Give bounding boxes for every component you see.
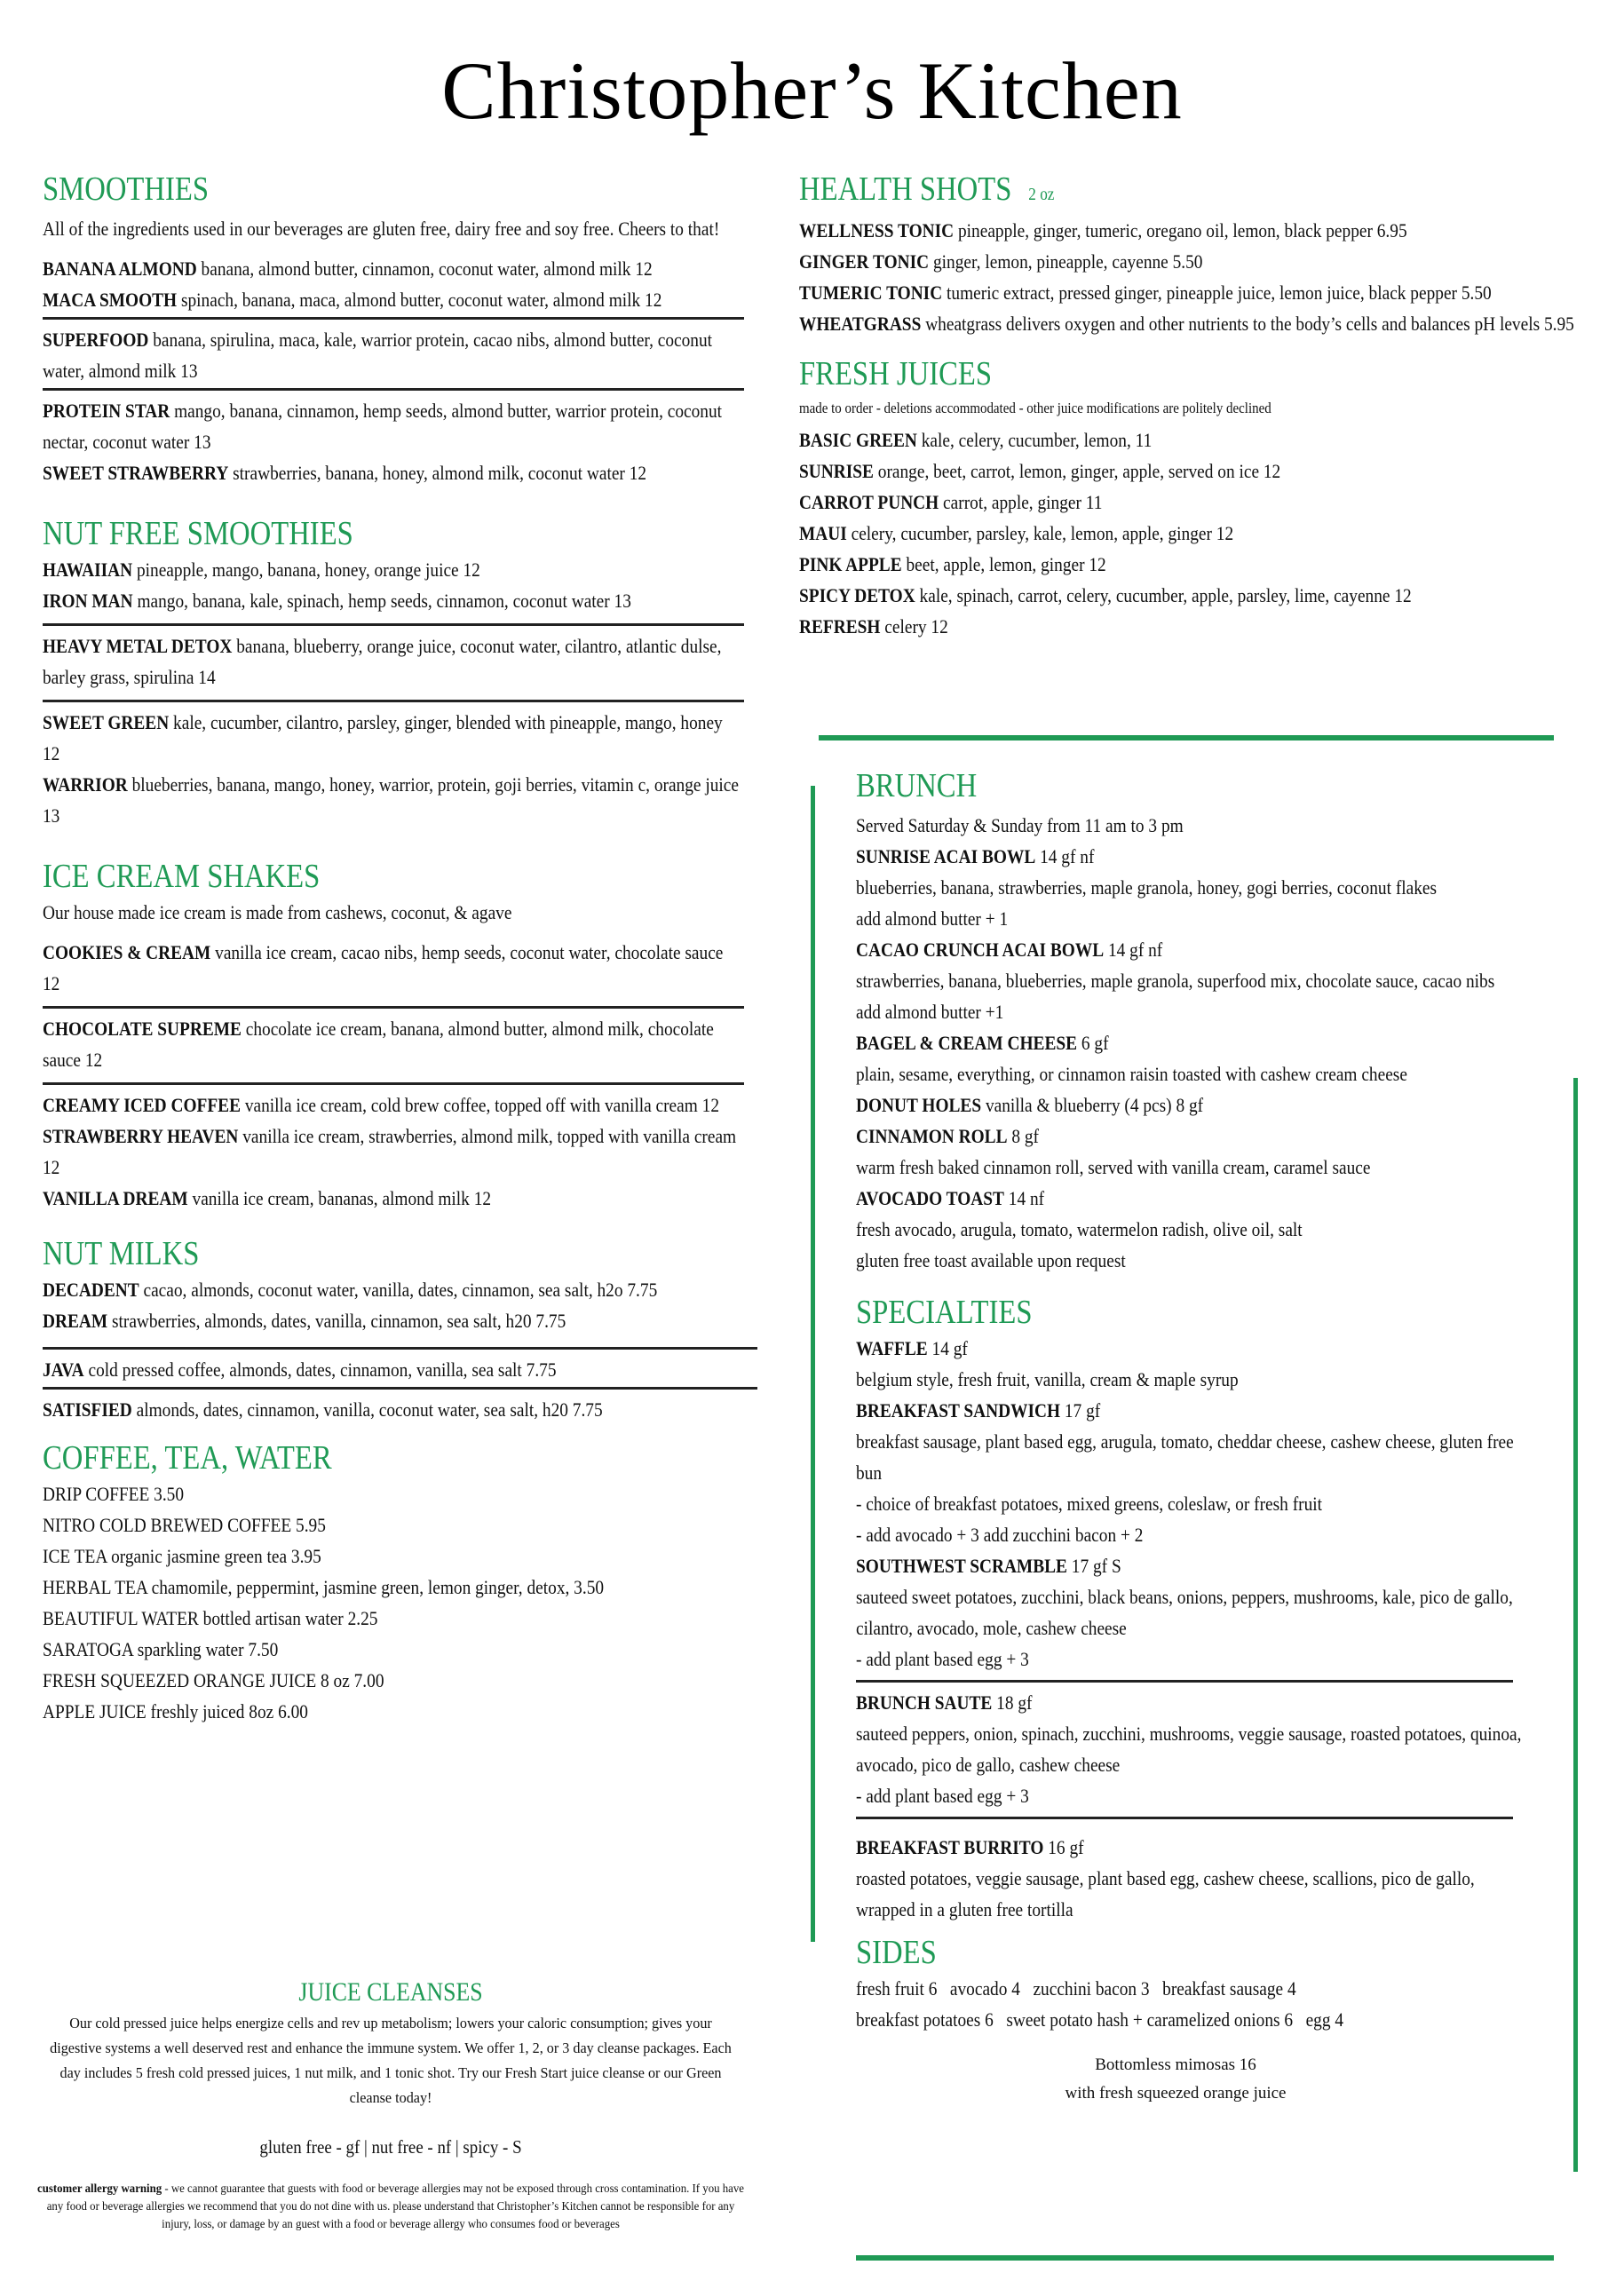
menu-item [43, 1394, 744, 1425]
item-desc: warm fresh baked cinnamon roll, served with vanilla cream, caramel sauce [856, 1156, 1371, 1178]
divider [43, 1347, 757, 1350]
item-desc: sauteed peppers, onion, spinach, zucchini, mushrooms, veggie sausage, roasted potatoes, quinoa, avocado, pico de gallo, cashew cheese [856, 1723, 1522, 1776]
allergy-warning-text: - we cannot guarantee that guests with food or beverage allergies may not be exposed through cross contamination. If you have any food or beverage allergies we recommend that you do not dine with us. please understand that Christopher’s Kitchen cannot be responsible for any injury, loss, or damage by an guest with a food or beverage allergy who consumes food or beverages [46, 2182, 744, 2230]
item-desc: roasted potatoes, veggie sausage, plant based egg, cashew cheese, scallions, pico de gallo, wrapped in a gluten free tortilla [856, 1867, 1475, 1921]
section-heading-nut-free-smoothies: NUT FREE SMOOTHIES [43, 515, 353, 552]
menu-item [43, 1305, 744, 1336]
item-name: BRUNCH SAUTE [856, 1691, 993, 1714]
dietary-legend: gluten free - gf | nut free - nf | spicy - S [259, 2136, 522, 2158]
item-desc: almonds, dates, cinnamon, vanilla, coconut water, sea salt, h20 7.75 [136, 1398, 603, 1421]
list-item: FRESH SQUEEZED ORANGE JUICE 8 oz 7.00 [43, 1669, 384, 1691]
menu-item [43, 1354, 744, 1385]
section-heading-brunch: BRUNCH [856, 767, 978, 804]
menu-item [43, 395, 744, 457]
heading-text: HEALTH SHOTS [799, 170, 1012, 208]
juice-cleanses-body: Our cold pressed juice helps energize cells and rev up metabolism; lowers your caloric consumption; gives your digestive systems a well deserved rest and enhance the immune system. We offer 1, 2, or 3 day cleanse packages. Each day includes 5 fresh cold pressed juices, 1 nut milk, and 1 tonic shot. Try our Fresh Start juice cleanse or our Green cleanse today! [50, 2015, 732, 2106]
divider [43, 700, 744, 702]
item-price-tags: 14 gf nf [1035, 845, 1095, 867]
item-name: WELLNESS TONIC [799, 219, 955, 242]
section-heading-fresh-juices: FRESH JUICES [799, 355, 993, 392]
item-name: WAFFLE [856, 1337, 928, 1359]
list-item: SARATOGA sparkling water 7.50 [43, 1638, 279, 1660]
list-item: HERBAL TEA chamomile, peppermint, jasmine green, lemon ginger, detox, 3.50 [43, 1576, 605, 1598]
item-name: BREAKFAST SANDWICH [856, 1399, 1061, 1422]
menu-item [43, 253, 744, 284]
menu-item [43, 554, 744, 585]
menu-item [799, 308, 1607, 339]
item-name: CREAMY ICED COFFEE [43, 1094, 242, 1116]
menu-item [799, 424, 1607, 455]
menu-item-name [856, 1183, 1531, 1214]
item-desc: vanilla ice cream, strawberries, almond milk, topped with vanilla cream 12 [43, 1125, 737, 1178]
section-heading-specialties: SPECIALTIES [856, 1294, 1033, 1331]
brunch-frame-top [819, 735, 1554, 741]
menu-item [43, 1183, 744, 1214]
menu-item [799, 549, 1607, 580]
menu-item [43, 1089, 744, 1121]
divider [43, 1006, 744, 1009]
right-column-top [799, 169, 1607, 642]
section-heading-smoothies: SMOOTHIES [43, 170, 210, 208]
list-item: BEAUTIFUL WATER bottled artisan water 2.25 [43, 1607, 378, 1629]
brunch-frame-left [811, 786, 815, 1942]
brunch-frame-bottom [856, 2255, 1554, 2261]
menu-item-name [856, 1333, 1531, 1364]
item-addon: add almond butter + 1 [856, 907, 1009, 930]
menu-item [43, 1121, 744, 1183]
item-name: PROTEIN STAR [43, 400, 170, 422]
menu-item [43, 630, 744, 693]
fresh-juices-note: made to order - deletions accommodated - other juice modifications are politely declined [799, 400, 1271, 416]
menu-item-name [856, 1395, 1531, 1426]
item-desc: banana, almond butter, cinnamon, coconut water, almond milk 12 [201, 257, 653, 280]
item-name: SUNRISE [799, 460, 874, 482]
serving-size: 2 oz [1028, 185, 1055, 204]
item-desc: kale, cucumber, cilantro, parsley, ginger, blended with pineapple, mango, honey 12 [43, 711, 723, 764]
item-name: REFRESH [799, 615, 881, 638]
section-heading-nut-milks: NUT MILKS [43, 1235, 200, 1272]
item-price-tags: 17 gf S [1066, 1555, 1121, 1577]
item-desc: vanilla ice cream, cacao nibs, hemp seeds, coconut water, chocolate sauce 12 [43, 941, 724, 994]
item-desc: celery 12 [884, 615, 948, 638]
menu-item [43, 707, 744, 769]
item-name: IRON MAN [43, 590, 133, 612]
section-heading-health-shots [799, 169, 1494, 215]
item-name: SPICY DETOX [799, 584, 915, 606]
menu-item [43, 1274, 744, 1305]
item-desc: kale, spinach, carrot, celery, cucumber, apple, parsley, lime, cayenne 12 [919, 584, 1412, 606]
item-desc: vanilla ice cream, cold brew coffee, topped off with vanilla cream 12 [244, 1094, 720, 1116]
item-desc: strawberries, banana, blueberries, maple granola, superfood mix, chocolate sauce, cacao nibs [856, 970, 1495, 992]
item-desc: fresh avocado, arugula, tomato, watermelon radish, olive oil, salt [856, 1218, 1303, 1240]
brunch-hours: Served Saturday & Sunday from 11 am to 3 pm [856, 814, 1184, 836]
item-option: - choice of breakfast potatoes, mixed greens, coleslaw, or fresh fruit [856, 1493, 1323, 1515]
item-desc: chocolate ice cream, banana, almond butter, almond milk, chocolate sauce 12 [43, 1018, 714, 1071]
menu-item [43, 284, 744, 315]
mimosas-note: with fresh squeezed orange juice [1065, 2084, 1287, 2103]
item-price-tags: 14 nf [1003, 1187, 1045, 1209]
item-note: gluten free toast available upon request [856, 1249, 1126, 1271]
item-name: BREAKFAST BURRITO [856, 1836, 1044, 1858]
allergy-warning-label: customer allergy warning [37, 2182, 162, 2195]
list-item: APPLE JUICE freshly juiced 8oz 6.00 [43, 1700, 308, 1723]
item-desc: sauteed sweet potatoes, zucchini, black beans, onions, peppers, mushrooms, kale, pico de gallo, cilantro, avocado, mole, cashew cheese [856, 1586, 1513, 1639]
item-addon: - add plant based egg + 3 [856, 1785, 1029, 1807]
left-column [43, 169, 744, 1727]
divider [43, 388, 744, 391]
item-name: SATISFIED [43, 1398, 132, 1421]
item-name: HAWAIIAN [43, 558, 133, 581]
item-desc: celery, cucumber, parsley, kale, lemon, apple, ginger 12 [851, 522, 1234, 544]
item-desc: beet, apple, lemon, ginger 12 [906, 553, 1106, 575]
item-desc: banana, blueberry, orange juice, coconut water, cilantro, atlantic dulse, barley grass, spirulina 14 [43, 635, 722, 688]
item-desc: strawberries, banana, honey, almond milk, coconut water 12 [233, 462, 647, 484]
item-name: SUPERFOOD [43, 329, 149, 351]
item-price-tags: 14 gf nf [1104, 939, 1163, 961]
item-desc: mango, banana, kale, spinach, hemp seeds, cinnamon, coconut water 13 [137, 590, 631, 612]
menu-item-name [856, 1550, 1531, 1581]
item-desc: tumeric extract, pressed ginger, pineapple juice, lemon juice, black pepper 5.50 [947, 281, 1492, 304]
divider [43, 623, 744, 626]
shakes-intro: Our house made ice cream is made from cashews, coconut, & agave [43, 901, 512, 923]
brunch-frame-right [1573, 1078, 1578, 2172]
menu-item-name [856, 1121, 1531, 1152]
menu-item [43, 585, 744, 616]
menu-item-name [856, 1027, 1531, 1058]
divider [856, 1817, 1513, 1819]
item-name: TUMERIC TONIC [799, 281, 943, 304]
item-price-tags: vanilla & blueberry (4 pcs) 8 gf [981, 1094, 1204, 1116]
item-price-tags: 17 gf [1060, 1399, 1101, 1422]
section-heading-juice-cleanses: JUICE CLEANSES [298, 1977, 483, 2007]
item-name: DREAM [43, 1310, 108, 1332]
menu-item-name [856, 934, 1531, 965]
item-desc: cacao, almonds, coconut water, vanilla, dates, cinnamon, sea salt, h2o 7.75 [143, 1279, 658, 1301]
item-desc: plain, sesame, everything, or cinnamon raisin toasted with cashew cream cheese [856, 1063, 1407, 1085]
menu-item-name [856, 1089, 1531, 1121]
menu-item [799, 611, 1607, 642]
item-price-tags: 14 gf [927, 1337, 968, 1359]
item-name: BASIC GREEN [799, 429, 917, 451]
item-name: SWEET GREEN [43, 711, 170, 733]
item-name: SWEET STRAWBERRY [43, 462, 229, 484]
item-name: SUNRISE ACAI BOWL [856, 845, 1036, 867]
item-name: HEAVY METAL DETOX [43, 635, 233, 657]
item-name: VANILLA DREAM [43, 1187, 188, 1209]
menu-item [799, 487, 1607, 518]
mimosas-block [856, 2051, 1495, 2108]
item-desc: vanilla ice cream, bananas, almond milk 12 [192, 1187, 492, 1209]
item-name: DONUT HOLES [856, 1094, 982, 1116]
list-item: NITRO COLD BREWED COFFEE 5.95 [43, 1514, 326, 1536]
item-desc: blueberries, banana, mango, honey, warrior, protein, goji berries, vitamin c, orange juice 13 [43, 773, 739, 827]
item-desc: strawberries, almonds, dates, vanilla, cinnamon, sea salt, h20 7.75 [111, 1310, 566, 1332]
item-name: CHOCOLATE SUPREME [43, 1018, 242, 1040]
menu-item [799, 215, 1607, 246]
list-item: ICE TEA organic jasmine green tea 3.95 [43, 1545, 321, 1567]
item-desc: pineapple, ginger, tumeric, oregano oil, lemon, black pepper 6.95 [957, 219, 1407, 242]
item-price-tags: 16 gf [1043, 1836, 1084, 1858]
menu-item [799, 518, 1607, 549]
sides-line: breakfast potatoes 6 sweet potato hash + caramelized onions 6 egg 4 [856, 2008, 1344, 2031]
juice-cleanses-block [18, 1976, 764, 2233]
item-name: COOKIES & CREAM [43, 941, 211, 963]
item-desc: kale, celery, cucumber, lemon, 11 [921, 429, 1153, 451]
list-item: DRIP COFFEE 3.50 [43, 1483, 185, 1505]
item-name: AVOCADO TOAST [856, 1187, 1004, 1209]
item-name: STRAWBERRY HEAVEN [43, 1125, 239, 1147]
item-name: WARRIOR [43, 773, 128, 796]
menu-item [799, 580, 1607, 611]
item-desc: belgium style, fresh fruit, vanilla, cream & maple syrup [856, 1368, 1239, 1390]
item-name: CINNAMON ROLL [856, 1125, 1008, 1147]
item-desc: breakfast sausage, plant based egg, arugula, tomato, cheddar cheese, cashew cheese, gluten free bun [856, 1430, 1514, 1484]
item-name: GINGER TONIC [799, 250, 930, 273]
menu-item-name [856, 841, 1531, 872]
item-desc: wheatgrass delivers oxygen and other nutrients to the body’s cells and balances pH levels 5.95 [925, 313, 1574, 335]
menu-item [43, 937, 744, 999]
item-desc: blueberries, banana, strawberries, maple granola, honey, gogi berries, coconut flakes [856, 876, 1438, 899]
sides-line: fresh fruit 6 avocado 4 zucchini bacon 3 breakfast sausage 4 [856, 1977, 1296, 2000]
smoothies-intro: All of the ingredients used in our beverages are gluten free, dairy free and soy free. Cheers to that! [43, 218, 720, 240]
item-desc: carrot, apple, ginger 11 [943, 491, 1103, 513]
divider [43, 317, 744, 320]
restaurant-title: Christopher’s Kitchen [441, 45, 1183, 136]
allergy-warning [36, 2180, 745, 2233]
item-desc: orange, beet, carrot, lemon, ginger, apple, served on ice 12 [877, 460, 1281, 482]
mimosas-price: Bottomless mimosas 16 [1095, 2055, 1256, 2074]
item-addon: - add avocado + 3 add zucchini bacon + 2 [856, 1524, 1144, 1546]
item-name: BAGEL & CREAM CHEESE [856, 1032, 1078, 1054]
item-price-tags: 6 gf [1077, 1032, 1109, 1054]
item-name: MAUI [799, 522, 847, 544]
item-desc: pineapple, mango, banana, honey, orange juice 12 [136, 558, 480, 581]
item-name: DECADENT [43, 1279, 139, 1301]
item-desc: ginger, lemon, pineapple, cayenne 5.50 [932, 250, 1203, 273]
menu-item [43, 1013, 744, 1075]
divider [856, 1680, 1513, 1683]
item-price-tags: 18 gf [992, 1691, 1033, 1714]
item-desc: cold pressed coffee, almonds, dates, cinnamon, vanilla, sea salt 7.75 [88, 1358, 557, 1381]
item-desc: banana, spirulina, maca, kale, warrior protein, cacao nibs, almond butter, coconut water, almond milk 13 [43, 329, 713, 382]
menu-item-name [856, 1687, 1531, 1718]
menu-item [43, 769, 744, 831]
menu-item [799, 277, 1607, 308]
item-addon: - add plant based egg + 3 [856, 1648, 1029, 1670]
section-heading-ice-cream-shakes: ICE CREAM SHAKES [43, 858, 321, 895]
item-name: SOUTHWEST SCRAMBLE [856, 1555, 1067, 1577]
section-heading-sides: SIDES [856, 1934, 937, 1971]
item-desc: spinach, banana, maca, almond butter, coconut water, almond milk 12 [180, 289, 662, 311]
brunch-column [856, 765, 1531, 2108]
divider [43, 1082, 744, 1085]
divider [43, 1387, 757, 1390]
menu-item [799, 455, 1607, 487]
item-name: BANANA ALMOND [43, 257, 197, 280]
section-heading-coffee-tea-water: COFFEE, TEA, WATER [43, 1439, 332, 1477]
item-name: CACAO CRUNCH ACAI BOWL [856, 939, 1105, 961]
item-name: PINK APPLE [799, 553, 902, 575]
item-name: WHEATGRASS [799, 313, 922, 335]
item-desc: mango, banana, cinnamon, hemp seeds, almond butter, warrior protein, coconut nectar, coconut water 13 [43, 400, 723, 453]
item-addon: add almond butter +1 [856, 1001, 1004, 1023]
item-name: MACA SMOOTH [43, 289, 178, 311]
item-name: CARROT PUNCH [799, 491, 939, 513]
menu-item-name [856, 1832, 1531, 1863]
item-name: JAVA [43, 1358, 84, 1381]
menu-item [43, 324, 744, 386]
menu-item [799, 246, 1607, 277]
item-price-tags: 8 gf [1007, 1125, 1039, 1147]
menu-item [43, 457, 744, 488]
